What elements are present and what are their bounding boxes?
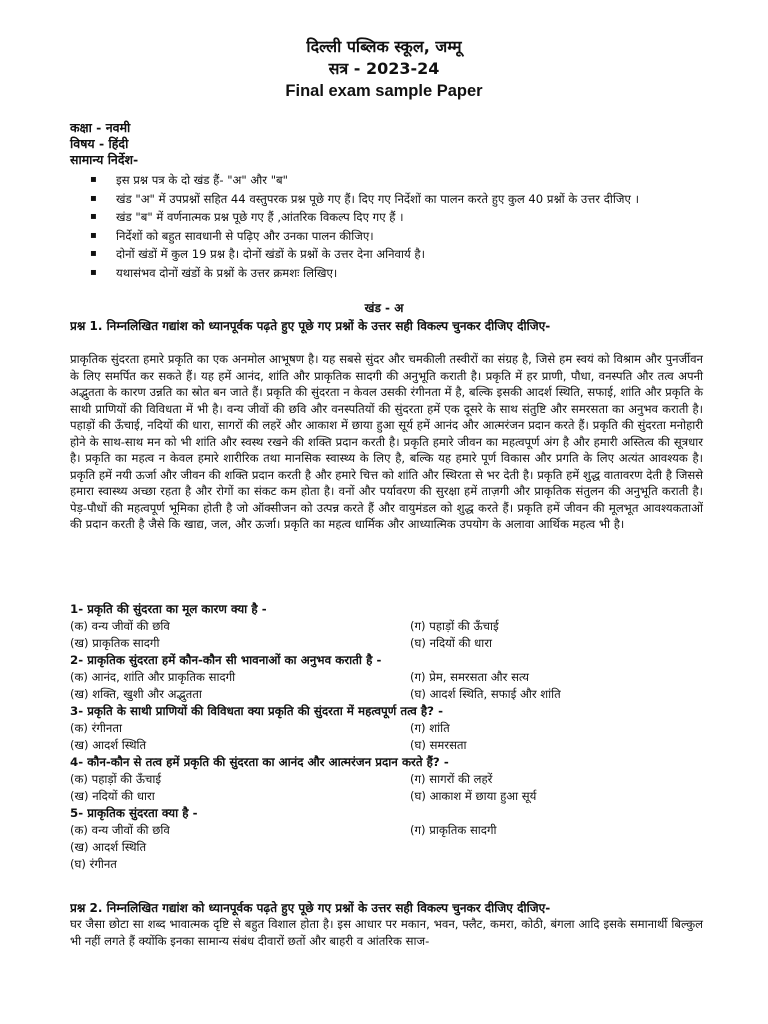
subject-label: विषय - हिंदी xyxy=(70,136,129,151)
question-1-passage: प्राकृतिक सुंदरता हमारे प्रकृति का एक अनमोल आभूषण है। यह सबसे सुंदर और चमकीली तस्वीरों का संग्रह है, जिसे हम स्वयं को विश्राम और पुनर्जीवन के लिए समर्पित कर सकते हैं। यह हमें आनंद, शांति और प्राकृतिक सादगी की अनुभूति कराती है। प्रकृति में हर प्राणी, पौधा, वनस्पति और तत्व अपनी अद्भुतता के कारण उन्नति का स्रोत बन जाते हैं। प्रकृति की सुंदरता न केवल उसकी रंगीनता में है, बल्कि इसकी आदर्श स्थिति, सफाई, शांति और प्रकृति के साथी प्राणियों की विविधता में भी है। वन्य जीवों की छवि और वनस्पतियों की सुंदरता हमें एक दूसरे के साथ संतुष्टि और समरसता का अनुभव कराती है। पहाड़ों की ऊँचाई, नदियों की धारा, सागरों की लहरें और आकाश में छाया हुआ सूर्य हमें आनंद और आत्मरंजन प्रदान करते हैं। प्रकृति की सुंदरता मनोहारी होने के साथ-साथ मन को भी शांति और स्वस्थ रखने की शक्ति प्रदान करती है। प्रकृति हमारे जीवन का महत्वपूर्ण अंग है और हमारी अस्तित्व की सूत्रधार है। प्रकृति का महत्व न केवल हमारे शारीरिक तथा मानसिक स्वास्थ्य के लिए है, बल्कि यह हमारे पूर्ण विकास और प्रगति के लिए अत्यंत आवश्यक है। प्रकृति हमें नयी ऊर्जा और जीवन की शक्ति प्रदान करती है और हमारे चित्त को शांति और स्थिरता से भर देती है। प्रकृति हमें शुद्ध वातावरण देती है जिससे हमारा स्वास्थ्य अच्छा रहता है और रोगों का संकट कम होता है। वनों और पर्यावरण की सुरक्षा हमें ताज़गी और प्राकृतिक संतुलन की अनुभूति कराती है। पेड़-पौधों की महत्वपूर्ण भूमिका होती है जो ऑक्सीजन को उत्पन्न करते हैं और वायुमंडल को शुद्ध करते हैं। प्रकृति हमें जीवन की मूलभूत आवश्यकताओं की प्रदान करती है जैसे कि खाद्य, जल, और ऊर्जा। प्रकृति का महत्व धार्मिक और आध्यात्मिक उपयोग के अलावा आर्थिक महत्व भी है। xyxy=(70,352,703,531)
option[interactable] xyxy=(410,839,710,856)
section-a-heading: खंड - अ xyxy=(364,301,404,315)
question-2-heading: प्रश्न 2. निम्नलिखित गद्यांश को ध्यानपूर्वक पढ़ते हुए पूछे गए प्रश्नों के उत्तर सही विकल्प चुनकर दीजिए दीजिए- xyxy=(70,901,551,915)
option-row xyxy=(70,635,710,652)
mcq-question-text: 3- प्रकृति के साथी प्राणियों की विविधता क्या प्रकृति की सुंदरता में महत्वपूर्ण तत्व है? - xyxy=(70,704,443,718)
instructions-title: सामान्य निर्देश- xyxy=(70,152,139,167)
option-row xyxy=(70,822,710,839)
instruction-item: ▪ खंड "अ" में उपप्रश्नों सहित 44 वस्तुपरक प्रश्न पूछे गए हैं। दिए गए निर्देशों का पालन करते हुए कुल 40 प्रश्नों के उत्तर दीजिए । xyxy=(90,191,710,208)
option[interactable]: (ग) शांति xyxy=(410,721,450,735)
option[interactable]: (क) पहाड़ों की ऊँचाई xyxy=(70,772,162,786)
option[interactable]: (घ) आदर्श स्थिति, सफाई और शांति xyxy=(410,687,561,701)
option-row xyxy=(70,839,710,856)
option[interactable]: (ख) नदियों की धारा xyxy=(70,789,155,803)
option[interactable]: (घ) समरसता xyxy=(410,738,467,752)
option-row xyxy=(70,856,710,873)
option[interactable] xyxy=(410,856,710,873)
option[interactable]: (घ) आकाश में छाया हुआ सूर्य xyxy=(410,789,537,803)
instruction-item: ▪ इस प्रश्न पत्र के दो खंड हैं- "अ" और "ब" xyxy=(90,172,710,189)
mcq-question-text: 5- प्राकृतिक सुंदरता क्या है - xyxy=(70,806,198,820)
option[interactable]: (घ) रंगीनत xyxy=(70,857,117,871)
mcq-question xyxy=(70,601,710,652)
option-row xyxy=(70,618,710,635)
instruction-item: ▪ दोनों खंडों में कुल 19 प्रश्न है। दोनों खंडों के प्रश्नों के उत्तर देना अनिवार्य है। xyxy=(90,246,710,263)
option-row xyxy=(70,720,710,737)
mcq-question xyxy=(70,703,710,754)
option-row xyxy=(70,686,710,703)
option-row xyxy=(70,771,710,788)
option[interactable]: (क) रंगीनता xyxy=(70,721,122,735)
question-2-passage: घर जैसा छोटा सा शब्द भावात्मक दृष्टि से बहुत विशाल होता है। इस आधार पर मकान, भवन, फ्लैट, कमरा, कोठी, बंगला आदि इसके समानार्थी बिल्कुल भी नहीं लगते हैं क्योंकि इनका सामान्य संबंध दीवारों छतों और बाहरी व आंतरिक साज- xyxy=(70,917,703,948)
option[interactable]: (घ) नदियों की धारा xyxy=(410,636,493,650)
question-1-mcqs xyxy=(70,601,710,873)
instruction-item: ▪ यथासंभव दोनों खंडों के प्रश्नों के उत्तर क्रमशः लिखिए। xyxy=(90,265,710,282)
instruction-item: ▪ खंड "ब" में वर्णनात्मक प्रश्न पूछे गए हैं ,आंतरिक विकल्प दिए गए हैं । xyxy=(90,209,710,226)
class-label: कक्षा - नवमी xyxy=(70,120,131,135)
option[interactable]: (ग) सागरों की लहरें xyxy=(410,772,493,786)
option[interactable]: (ख) आदर्श स्थिति xyxy=(70,840,147,854)
paper-meta xyxy=(70,120,138,168)
instruction-list xyxy=(90,172,710,283)
exam-title: Final exam sample Paper xyxy=(285,82,483,100)
option-row xyxy=(70,737,710,754)
option[interactable]: (ख) शक्ति, खुशी और अद्भुतता xyxy=(70,687,202,701)
mcq-question-text: 1- प्रकृति की सुंदरता का मूल कारण क्या है - xyxy=(70,602,267,616)
session-title: सत्र - 2023-24 xyxy=(328,59,440,78)
option[interactable]: (ख) आदर्श स्थिति xyxy=(70,738,147,752)
question-1-heading: प्रश्न 1. निम्नलिखित गद्यांश को ध्यानपूर्वक पढ़ते हुए पूछे गए प्रश्नों के उत्तर सही विकल्प चुनकर दीजिए दीजिए- xyxy=(70,319,551,333)
option[interactable]: (ख) प्राकृतिक सादगी xyxy=(70,636,160,650)
option-row xyxy=(70,788,710,805)
option[interactable]: (ग) प्राकृतिक सादगी xyxy=(410,823,497,837)
paper-header xyxy=(0,36,768,102)
mcq-question xyxy=(70,805,710,873)
school-name: दिल्ली पब्लिक स्कूल, जम्मू xyxy=(306,37,462,56)
mcq-question xyxy=(70,754,710,805)
option[interactable]: (ग) प्रेम, समरसता और सत्य xyxy=(410,670,530,684)
mcq-question-text: 2- प्राकृतिक सुंदरता हमें कौन-कौन सी भावनाओं का अनुभव कराती है - xyxy=(70,653,382,667)
mcq-question-text: 4- कौन-कौन से तत्व हमें प्रकृति की सुंदरता का आनंद और आत्मरंजन प्रदान करते हैं? - xyxy=(70,755,449,769)
option[interactable]: (क) वन्य जीवों की छवि xyxy=(70,619,170,633)
option[interactable]: (ग) पहाड़ों की ऊँचाई xyxy=(410,619,499,633)
option[interactable]: (क) वन्य जीवों की छवि xyxy=(70,823,170,837)
option[interactable]: (क) आनंद, शांति और प्राकृतिक सादगी xyxy=(70,670,236,684)
instruction-item: ▪ निर्देशों को बहुत सावधानी से पढ़िए और उनका पालन कीजिए। xyxy=(90,228,710,245)
option-row xyxy=(70,669,710,686)
mcq-question xyxy=(70,652,710,703)
